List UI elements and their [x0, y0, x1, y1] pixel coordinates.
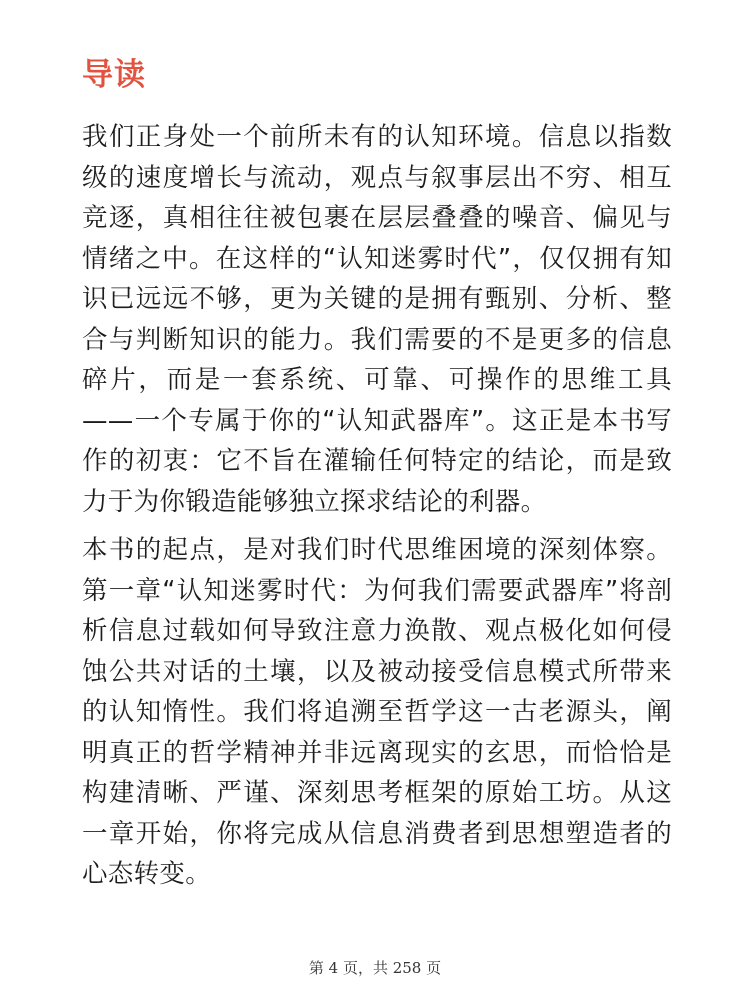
paragraph-1: 我们正身处一个前所未有的认知环境。信息以指数级的速度增长与流动，观点与叙事层出不穷、相互竞逐，真相往往被包裹在层层叠叠的噪音、偏见与情绪之中。在这样的“认知迷雾时代”，仅仅拥有知识已远远不够，更为关键的是拥有甄别、分析、整合与判断知识的能力。我们需要的不是更多的信息碎片，而是一套系统、可靠、可操作的思维工具——一个专属于你的“认知武器库”。这正是本书写作的初衷：它不旨在灌输任何特定的结论，而是致力于为你锻造能够独立探求结论的利器。 [82, 122, 672, 517]
body-text [82, 117, 672, 903]
paragraph-2: 本书的起点，是对我们时代思维困境的深刻体察。第一章“认知迷雾时代：为何我们需要武器库”将剖析信息过载如何导致注意力涣散、观点极化如何侵蚀公共对话的土壤，以及被动接受信息模式所带来的认知惰性。我们将追溯至哲学这一古老源头，阐明真正的哲学精神并非远离现实的玄思，而恰恰是构建清晰、严谨、深刻思考框架的原始工坊。从这一章开始，你将完成从信息消费者到思想塑造者的心态转变。 [82, 535, 672, 889]
page-title: 导读 [82, 57, 146, 93]
page-number: 第 4 页，共 258 页 [308, 959, 442, 977]
